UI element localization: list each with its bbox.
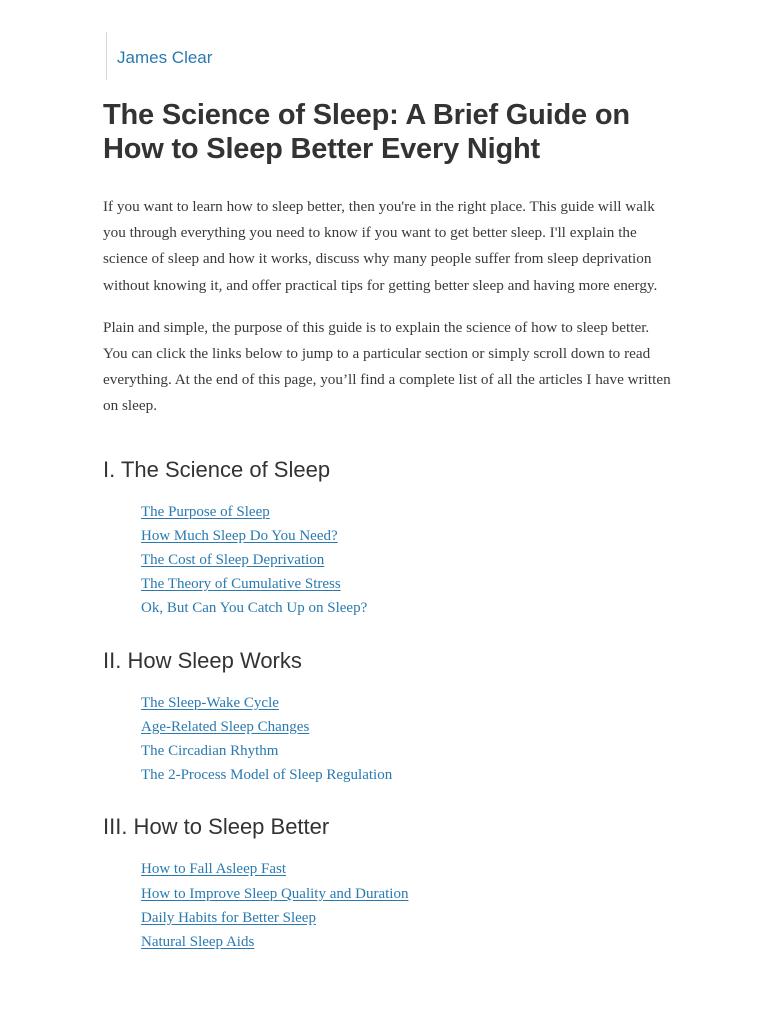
list-item (141, 739, 673, 763)
section-heading-science-of-sleep: I. The Science of Sleep (103, 456, 331, 482)
link-circadian-rhythm[interactable]: The Circadian Rhythm (141, 743, 279, 760)
section-heading-how-sleep-works: II. How Sleep Works (103, 647, 302, 673)
link-2-process-model[interactable]: The 2-Process Model of Sleep Regulation (141, 767, 393, 784)
section-heading-how-to-sleep-better: III. How to Sleep Better (103, 814, 330, 840)
link-sleep-wake-cycle[interactable]: The Sleep-Wake Cycle (141, 694, 279, 711)
list-item (141, 572, 673, 596)
site-name-link[interactable]: James Clear (117, 48, 213, 67)
list-item (141, 524, 673, 548)
link-age-related-sleep-changes[interactable]: Age-Related Sleep Changes (141, 718, 310, 735)
article-title: The Science of Sleep: A Brief Guide on How to Sleep Better Every Night (103, 99, 630, 165)
article (103, 98, 673, 954)
list-item (141, 763, 673, 787)
link-improve-sleep-quality[interactable]: How to Improve Sleep Quality and Duration (141, 885, 409, 902)
list-item (141, 715, 673, 739)
list-item (141, 857, 673, 881)
link-catch-up-on-sleep[interactable]: Ok, But Can You Catch Up on Sleep? (141, 600, 368, 617)
how-to-sleep-better-links (141, 857, 673, 954)
list-item (141, 548, 673, 572)
link-cumulative-stress[interactable]: The Theory of Cumulative Stress (141, 576, 341, 593)
intro-paragraph: If you want to learn how to sleep better, then you're in the right place. This guide will walk you through everything you need to know if you want to get better sleep. I'll explain the science of sleep and how it works, discuss why many people suffer from sleep deprivation without knowing it, and offer practical tips for getting better sleep and having more energy. (103, 198, 658, 294)
how-sleep-works-links (141, 691, 673, 788)
link-natural-sleep-aids[interactable]: Natural Sleep Aids (141, 934, 255, 951)
link-daily-habits[interactable]: Daily Habits for Better Sleep (141, 909, 316, 926)
science-of-sleep-links (141, 500, 673, 621)
list-item (141, 596, 673, 620)
purpose-paragraph: Plain and simple, the purpose of this guide is to explain the science of how to sleep better. You can click the links below to jump to a particular section or simply scroll down to read everything. At the end of this page, you’ll find a complete list of all the articles I have written on sleep. (103, 318, 671, 415)
link-fall-asleep-fast[interactable]: How to Fall Asleep Fast (141, 861, 286, 878)
link-purpose-of-sleep[interactable]: The Purpose of Sleep (141, 503, 270, 520)
link-cost-of-sleep-deprivation[interactable]: The Cost of Sleep Deprivation (141, 552, 325, 569)
list-item (141, 882, 673, 906)
list-item (141, 691, 673, 715)
site-header (106, 32, 212, 80)
link-how-much-sleep[interactable]: How Much Sleep Do You Need? (141, 527, 338, 544)
list-item (141, 930, 673, 954)
list-item (141, 906, 673, 930)
list-item (141, 500, 673, 524)
